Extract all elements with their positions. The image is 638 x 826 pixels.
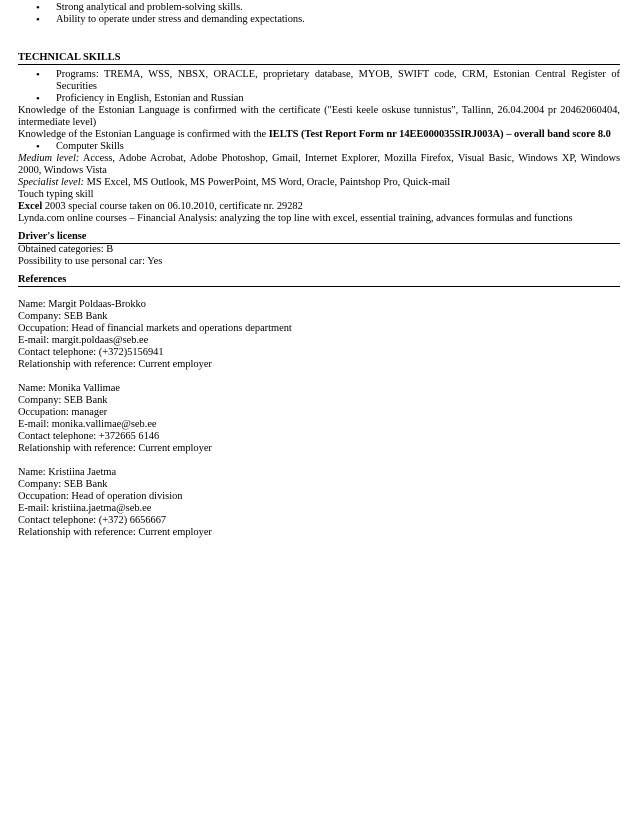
reference-company: Company: SEB Bank [18, 479, 108, 490]
technical-bullet-list [18, 69, 620, 105]
reference-phone: Contact telephone: (+372)5156941 [18, 347, 164, 358]
reference-block [18, 467, 620, 539]
touch-typing-line: Touch typing skill [18, 189, 94, 200]
personal-car: Possibility to use personal car: Yes [18, 256, 163, 267]
reference-relationship: Relationship with reference: Current employer [18, 443, 212, 454]
reference-company: Company: SEB Bank [18, 395, 108, 406]
medium-level-text: Access, Adobe Acrobat, Adobe Photoshop, Gmail, Internet Explorer, Mozilla Firefox, Visual Basic, Windows XP, Windows 2000, Windows Vista [18, 153, 620, 176]
reference-email: E-mail: margit.poldaas@seb.ee [18, 335, 149, 346]
reference-relationship: Relationship with reference: Current employer [18, 359, 212, 370]
technical-skills-heading: TECHNICAL SKILLS [18, 52, 620, 65]
reference-phone: Contact telephone: (+372) 6656667 [18, 515, 167, 526]
programs-item: • Programs: TREMA, WSS, NBSX, ORACLE, proprietary database, MYOB, SWIFT code, CRM, Estonian Central Register of Securities [18, 69, 620, 93]
reference-name: Name: Kristiina Jaetma [18, 467, 117, 478]
reference-occupation: Occupation: Head of financial markets and operations department [18, 323, 292, 334]
reference-company: Company: SEB Bank [18, 311, 108, 322]
reference-email: E-mail: monika.vallimae@seb.ee [18, 419, 157, 430]
specialist-level-text: MS Excel, MS Outlook, MS PowerPoint, MS Word, Oracle, Paintshop Pro, Quick-mail [84, 177, 451, 188]
skills-bullet-list [18, 2, 620, 26]
specialist-level-line [18, 177, 620, 189]
reference-block [18, 299, 620, 371]
reference-email: E-mail: kristiina.jaetma@seb.ee [18, 503, 152, 514]
language-certificate-1: Knowledge of the Estonian Language is confirmed with the certificate ("Eesti keele oskuse tunnistus", Tallinn, 26.04.2004 pr 20462060404, intermediate level) [18, 105, 620, 128]
drivers-license-heading: Driver's license [18, 231, 620, 244]
excel-label: Excel [18, 201, 43, 212]
medium-level-label: Medium level: [18, 153, 80, 164]
reference-occupation: Occupation: Head of operation division [18, 491, 183, 502]
specialist-level-label: Specialist level: [18, 177, 85, 188]
reference-phone: Contact telephone: +372665 6146 [18, 431, 160, 442]
excel-course-text: 2003 special course taken on 06.10.2010, certificate nr. 29282 [42, 201, 303, 212]
reference-name: Name: Monika Vallimae [18, 383, 120, 394]
references-heading: References [18, 274, 620, 287]
reference-relationship: Relationship with reference: Current employer [18, 527, 212, 538]
excel-course-line [18, 201, 620, 213]
bullet-item: • Ability to operate under stress and demanding expectations. [18, 14, 620, 26]
bullet-item: • Strong analytical and problem-solving skills. [18, 2, 620, 14]
reference-block [18, 383, 620, 455]
computer-skills-item: • Computer Skills [18, 141, 620, 153]
proficiency-item: • Proficiency in English, Estonian and Russian [18, 93, 620, 105]
ielts-text: IELTS (Test Report Form nr 14EE000035SIRJ003A) – overall band score 8.0 [268, 129, 611, 140]
reference-occupation: Occupation: manager [18, 407, 108, 418]
reference-name: Name: Margit Poldaas-Brokko [18, 299, 146, 310]
computer-skills-list [18, 141, 620, 153]
medium-level-line [18, 153, 620, 177]
language-certificate-2 [18, 129, 620, 141]
license-categories: Obtained categories: B [18, 244, 114, 255]
lynda-courses-line: Lynda.com online courses – Financial Analysis: analyzing the top line with excel, essential training, advances formulas and functions [18, 213, 573, 224]
resume-content [18, 2, 620, 539]
lang-cert-prefix: Knowledge of the Estonian Language is confirmed with the [18, 129, 269, 140]
